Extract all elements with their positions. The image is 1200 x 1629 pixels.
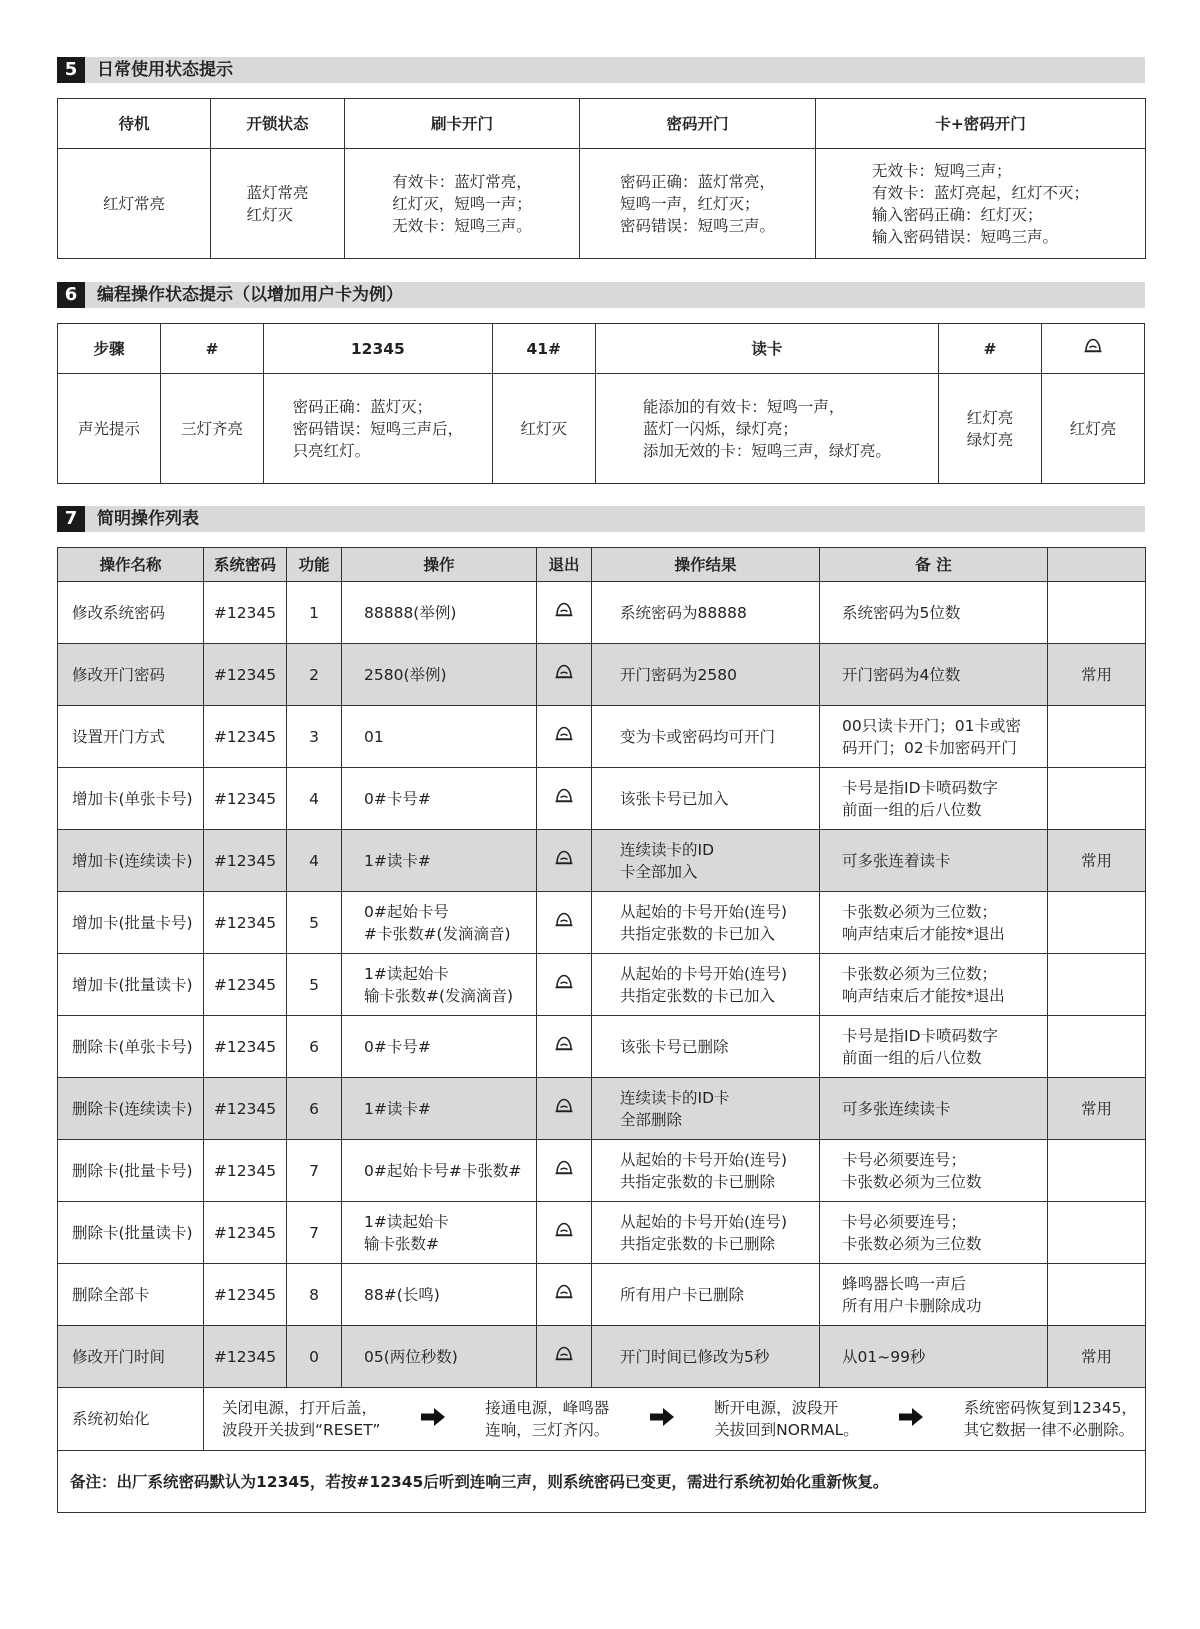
header-card-open: 刷卡开门 (345, 99, 580, 149)
init-step: 系统密码恢复到12345， 其它数据一律不必删除。 (963, 1399, 1137, 1439)
exit-cell (537, 582, 592, 644)
system-password: #12345 (204, 768, 287, 830)
table-row (58, 1202, 1146, 1264)
frequency-tag (1048, 1016, 1146, 1078)
exit-cell (537, 1016, 592, 1078)
operation-name: 删除卡(连续读卡) (58, 1078, 204, 1140)
header-operation-name: 操作名称 (58, 548, 204, 582)
operation-result: 系统密码为88888 (592, 582, 820, 644)
remark: 系统密码为5位数 (820, 582, 1048, 644)
right-arrow-icon (420, 1406, 446, 1432)
operation-result: 变为卡或密码均可开门 (592, 706, 820, 768)
bell-icon (1083, 337, 1103, 361)
header-hash-2: # (938, 324, 1041, 374)
function-number: 6 (287, 1078, 342, 1140)
function-number: 8 (287, 1264, 342, 1326)
operation-name: 增加卡(连续读卡) (58, 830, 204, 892)
cell-card-open: 有效卡：蓝灯常亮， 红灯灭，短鸣一声； 无效卡：短鸣三声。 (345, 149, 580, 259)
exit-cell (537, 1078, 592, 1140)
right-arrow-icon (898, 1406, 924, 1432)
function-number: 7 (287, 1202, 342, 1264)
operation-keys: 1#读起始卡 输卡张数# (342, 1202, 537, 1264)
right-arrow-icon (649, 1406, 675, 1432)
init-step: 关闭电源，打开后盖， 波段开关拔到“RESET” (222, 1399, 381, 1439)
remark: 卡号必须要连号； 卡张数必须为三位数 (820, 1140, 1048, 1202)
system-password: #12345 (204, 1078, 287, 1140)
bell-icon (554, 973, 574, 997)
table-row (58, 892, 1146, 954)
daily-status-table (57, 98, 1146, 259)
frequency-tag: 常用 (1048, 644, 1146, 706)
function-number: 5 (287, 892, 342, 954)
bell-icon (554, 911, 574, 935)
frequency-tag (1048, 582, 1146, 644)
operation-keys: 1#读起始卡 输卡张数#(发滴滴音) (342, 954, 537, 1016)
cell-red-off: 红灯灭 (492, 374, 595, 484)
header-system-password: 系统密码 (204, 548, 287, 582)
operation-name: 修改开门密码 (58, 644, 204, 706)
remark: 卡号是指ID卡喷码数字 前面一组的后八位数 (820, 1016, 1048, 1078)
table-row (58, 830, 1146, 892)
operation-result: 从起始的卡号开始(连号) 共指定张数的卡已删除 (592, 1140, 820, 1202)
operation-keys: 05(两位秒数) (342, 1326, 537, 1388)
remark: 从01~99秒 (820, 1326, 1048, 1388)
header-unlock-state: 开锁状态 (211, 99, 345, 149)
header-extra (1048, 548, 1146, 582)
bell-icon (554, 1345, 574, 1369)
exit-cell (537, 954, 592, 1016)
operation-result: 连续读卡的ID卡 全部删除 (592, 1078, 820, 1140)
init-step: 断开电源，波段开 关拔回到NORMAL。 (714, 1399, 859, 1439)
cell-red-green-on: 红灯亮 绿灯亮 (938, 374, 1041, 484)
cell-sound-light: 声光提示 (58, 374, 161, 484)
operation-keys: 0#起始卡号 #卡张数#(发滴滴音) (342, 892, 537, 954)
operation-result: 开门密码为2580 (592, 644, 820, 706)
frequency-tag (1048, 1264, 1146, 1326)
cell-unlock-state: 蓝灯常亮 红灯灭 (211, 149, 345, 259)
frequency-tag (1048, 768, 1146, 830)
header-standby: 待机 (58, 99, 211, 149)
cell-red-on: 红灯亮 (1041, 374, 1144, 484)
exit-cell (537, 1140, 592, 1202)
operation-result: 所有用户卡已删除 (592, 1264, 820, 1326)
remark: 可多张连着读卡 (820, 830, 1048, 892)
operation-name: 删除全部卡 (58, 1264, 204, 1326)
exit-cell (537, 1202, 592, 1264)
exit-cell (537, 768, 592, 830)
header-exit: 退出 (537, 548, 592, 582)
operation-name: 系统初始化 (58, 1388, 204, 1451)
operation-keys: 1#读卡# (342, 1078, 537, 1140)
frequency-tag: 常用 (1048, 1078, 1146, 1140)
header-result: 操作结果 (592, 548, 820, 582)
table-row (58, 1016, 1146, 1078)
system-password: #12345 (204, 1326, 287, 1388)
operation-name: 增加卡(单张卡号) (58, 768, 204, 830)
operation-result: 开门时间已修改为5秒 (592, 1326, 820, 1388)
frequency-tag (1048, 954, 1146, 1016)
remark: 卡号是指ID卡喷码数字 前面一组的后八位数 (820, 768, 1048, 830)
section-title: 编程操作状态提示（以增加用户卡为例） (97, 285, 403, 305)
init-step: 接通电源，峰鸣器 连响，三灯齐闪。 (485, 1399, 610, 1439)
function-number: 4 (287, 768, 342, 830)
cell-three-lights: 三灯齐亮 (160, 374, 263, 484)
exit-cell (537, 1326, 592, 1388)
frequency-tag: 常用 (1048, 830, 1146, 892)
remark: 卡张数必须为三位数； 响声结束后才能按*退出 (820, 954, 1048, 1016)
table-row (58, 1326, 1146, 1388)
cell-password-open: 密码正确：蓝灯常亮， 短鸣一声，红灯灭； 密码错误：短鸣三声。 (580, 149, 816, 259)
system-password: #12345 (204, 954, 287, 1016)
system-password: #12345 (204, 1016, 287, 1078)
system-password: #12345 (204, 830, 287, 892)
header-password-open: 密码开门 (580, 99, 816, 149)
function-number: 6 (287, 1016, 342, 1078)
section-number: 6 (57, 282, 85, 308)
header-bell (1041, 324, 1144, 374)
operation-name: 增加卡(批量读卡) (58, 954, 204, 1016)
function-number: 0 (287, 1326, 342, 1388)
header-hash: # (160, 324, 263, 374)
header-read-card: 读卡 (595, 324, 938, 374)
system-password: #12345 (204, 706, 287, 768)
header-operation: 操作 (342, 548, 537, 582)
footer-note: 备注：出厂系统密码默认为12345，若按#12345后听到连响三声，则系统密码已变更，需进行系统初始化重新恢复。 (58, 1451, 1146, 1513)
bell-icon (554, 849, 574, 873)
operation-result: 从起始的卡号开始(连号) 共指定张数的卡已加入 (592, 954, 820, 1016)
operation-name: 修改系统密码 (58, 582, 204, 644)
operation-result: 该张卡号已加入 (592, 768, 820, 830)
function-number: 2 (287, 644, 342, 706)
exit-cell (537, 1264, 592, 1326)
section-number: 5 (57, 57, 85, 83)
table-row (58, 768, 1146, 830)
operation-result: 该张卡号已删除 (592, 1016, 820, 1078)
remark: 可多张连续读卡 (820, 1078, 1048, 1140)
operation-result: 从起始的卡号开始(连号) 共指定张数的卡已加入 (592, 892, 820, 954)
operation-keys: 0#卡号# (342, 768, 537, 830)
remark: 00只读卡开门；01卡或密 码开门；02卡加密码开门 (820, 706, 1048, 768)
function-number: 5 (287, 954, 342, 1016)
header-12345: 12345 (263, 324, 492, 374)
cell-password-result: 密码正确：蓝灯灭； 密码错误：短鸣三声后， 只亮红灯。 (263, 374, 492, 484)
operation-keys: 01 (342, 706, 537, 768)
system-password: #12345 (204, 1264, 287, 1326)
header-remark: 备 注 (820, 548, 1048, 582)
bell-icon (554, 1035, 574, 1059)
operation-name: 删除卡(单张卡号) (58, 1016, 204, 1078)
frequency-tag (1048, 1202, 1146, 1264)
operation-name: 修改开门时间 (58, 1326, 204, 1388)
operation-name: 增加卡(批量卡号) (58, 892, 204, 954)
frequency-tag (1048, 1140, 1146, 1202)
operation-keys: 0#起始卡号#卡张数# (342, 1140, 537, 1202)
table-row (58, 644, 1146, 706)
table-row (58, 582, 1146, 644)
remark: 开门密码为4位数 (820, 644, 1048, 706)
bell-icon (554, 1097, 574, 1121)
header-41hash: 41# (492, 324, 595, 374)
frequency-tag (1048, 892, 1146, 954)
header-function: 功能 (287, 548, 342, 582)
header-card-password-open: 卡+密码开门 (816, 99, 1146, 149)
section-title: 日常使用状态提示 (97, 60, 233, 80)
operation-name: 删除卡(批量卡号) (58, 1140, 204, 1202)
section-6-header (57, 282, 1145, 308)
operation-keys: 1#读卡# (342, 830, 537, 892)
system-password: #12345 (204, 1202, 287, 1264)
system-password: #12345 (204, 644, 287, 706)
bell-icon (554, 725, 574, 749)
table-row (58, 706, 1146, 768)
cell-standby: 红灯常亮 (58, 149, 211, 259)
bell-icon (554, 1221, 574, 1245)
bell-icon (554, 1283, 574, 1307)
system-password: #12345 (204, 582, 287, 644)
operation-keys: 88888(举例) (342, 582, 537, 644)
init-steps (204, 1388, 1146, 1451)
operation-keys: 2580(举例) (342, 644, 537, 706)
bell-icon (554, 663, 574, 687)
operation-keys: 0#卡号# (342, 1016, 537, 1078)
header-step: 步骤 (58, 324, 161, 374)
bell-icon (554, 1159, 574, 1183)
system-password: #12345 (204, 1140, 287, 1202)
operation-result: 从起始的卡号开始(连号) 共指定张数的卡已删除 (592, 1202, 820, 1264)
programming-status-table (57, 323, 1145, 484)
table-row (58, 1140, 1146, 1202)
section-7-header (57, 506, 1145, 532)
function-number: 4 (287, 830, 342, 892)
bell-icon (554, 601, 574, 625)
operation-list-table (57, 547, 1146, 1513)
bell-icon (554, 787, 574, 811)
frequency-tag: 常用 (1048, 1326, 1146, 1388)
operation-name: 设置开门方式 (58, 706, 204, 768)
remark: 卡张数必须为三位数； 响声结束后才能按*退出 (820, 892, 1048, 954)
system-password: #12345 (204, 892, 287, 954)
exit-cell (537, 830, 592, 892)
function-number: 3 (287, 706, 342, 768)
remark: 蜂鸣器长鸣一声后 所有用户卡删除成功 (820, 1264, 1048, 1326)
operation-keys: 88#(长鸣) (342, 1264, 537, 1326)
exit-cell (537, 706, 592, 768)
exit-cell (537, 892, 592, 954)
cell-card-password-open: 无效卡：短鸣三声； 有效卡：蓝灯亮起，红灯不灭； 输入密码正确：红灯灭； 输入密码错误：短鸣三声。 (816, 149, 1146, 259)
exit-cell (537, 644, 592, 706)
frequency-tag (1048, 706, 1146, 768)
section-5-header (57, 57, 1145, 83)
cell-read-card-result: 能添加的有效卡：短鸣一声， 蓝灯一闪烁，绿灯亮； 添加无效的卡：短鸣三声，绿灯亮。 (595, 374, 938, 484)
function-number: 7 (287, 1140, 342, 1202)
operation-result: 连续读卡的ID 卡全部加入 (592, 830, 820, 892)
table-row (58, 1264, 1146, 1326)
section-title: 简明操作列表 (97, 509, 199, 529)
table-row (58, 954, 1146, 1016)
system-init-row (58, 1388, 1146, 1451)
function-number: 1 (287, 582, 342, 644)
section-number: 7 (57, 506, 85, 532)
operation-name: 删除卡(批量读卡) (58, 1202, 204, 1264)
remark: 卡号必须要连号； 卡张数必须为三位数 (820, 1202, 1048, 1264)
table-row (58, 1078, 1146, 1140)
